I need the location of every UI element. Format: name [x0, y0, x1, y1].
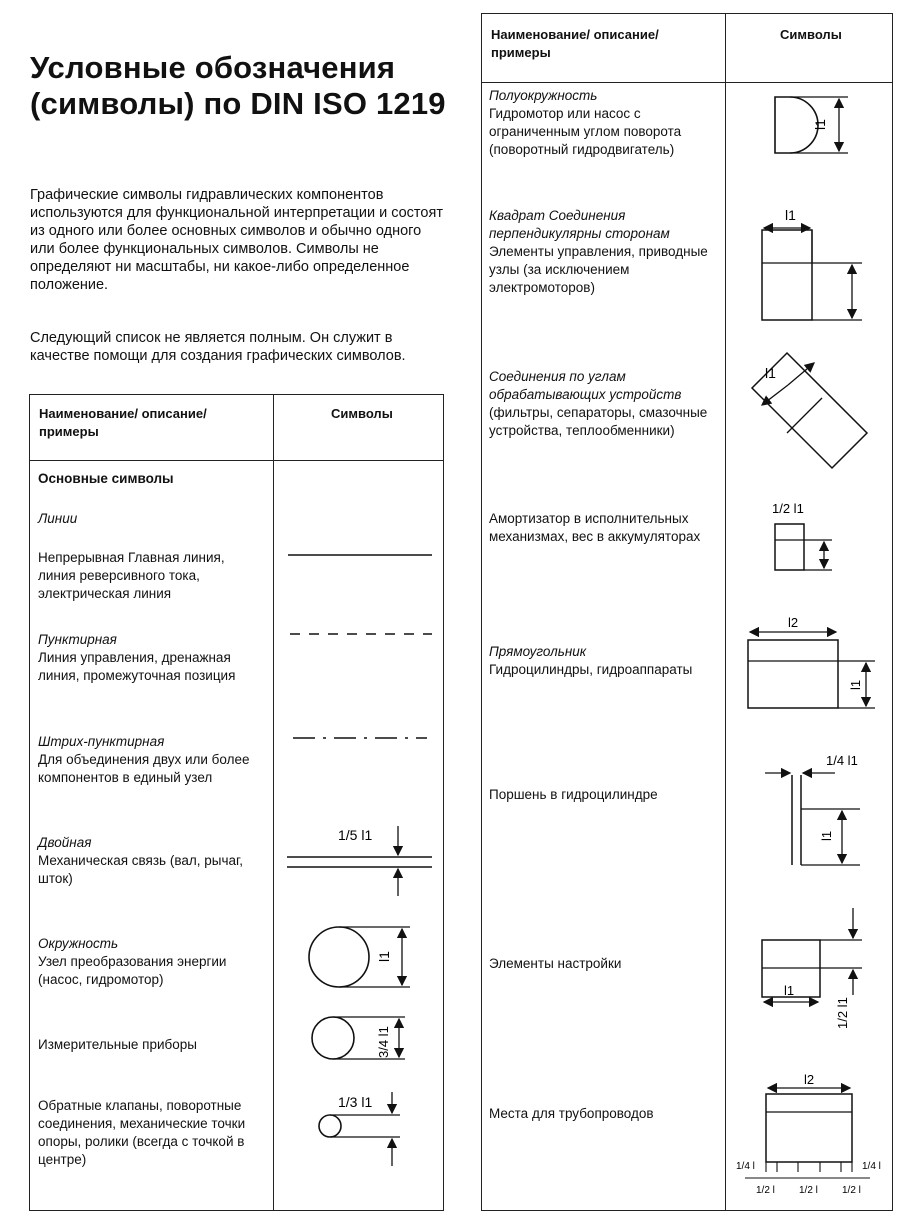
damper-icon — [772, 501, 832, 570]
row-desc: Гидромотор или насос с ограниченным углом поворота (поворотный гидродвигатель) — [489, 106, 682, 157]
row-name: Линии — [38, 511, 78, 526]
dim-label: 1/4 l — [736, 1161, 755, 1172]
square-icon — [762, 207, 862, 320]
row-name: Прямоугольник — [489, 644, 587, 659]
dim-label: l1 — [785, 207, 796, 223]
row-desc: Непрерывная Главная линия, линия реверсивного тока, электрическая линия — [38, 550, 225, 601]
row-desc: Гидроцилиндры, гидроаппараты — [489, 662, 693, 677]
row-name: Соединения по углам обрабатывающих устройств — [489, 369, 682, 402]
rectangle-icon — [748, 615, 875, 708]
row-desc: Поршень в гидроцилиндре — [489, 787, 658, 802]
row-desc: Амортизатор в исполнительных механизмах, вес в аккумуляторах — [489, 511, 701, 544]
row-desc: Механическая связь (вал, рычаг, шток) — [38, 853, 244, 886]
table-header-symbols: Символы — [780, 27, 842, 42]
adjustment-icon — [762, 908, 862, 1029]
dim-label: l1 — [784, 983, 795, 998]
row-desc: Места для трубопроводов — [489, 1106, 654, 1121]
diamond-icon — [752, 353, 867, 468]
row-desc: Линия управления, дренажная линия, промежуточная позиция — [38, 650, 236, 683]
dim-label: 1/2 l1 — [772, 501, 804, 516]
intro-paragraph-2: Следующий список не является полным. Он служит в качестве помощи для создания графических символов. — [30, 330, 406, 364]
intro-paragraph-1: Графические символы гидравлических компонентов используются для функциональной интерпретации и состоят из одного или более основных символов и обычно одного или более функциональных символов. Символы не определяют ни масштабы, ни какое-либо определенное положение. — [30, 187, 443, 293]
dim-label: l2 — [804, 1072, 815, 1087]
piston-icon — [765, 753, 860, 865]
row-desc: Элементы настройки — [489, 956, 622, 971]
row-desc: Для объединения двух или более компонентов в единый узел — [38, 752, 250, 785]
row-name: Пунктирная — [38, 632, 117, 647]
row-name: Полуокружность — [489, 88, 598, 103]
dim-label: l1 — [848, 679, 863, 690]
semicircle-icon — [775, 97, 848, 153]
row-desc: (фильтры, сепараторы, смазочные устройства, теплообменники) — [489, 405, 708, 438]
row-desc: Обратные клапаны, поворотные соединения, механические точки опоры, ролики (всегда с точкой в центре) — [38, 1098, 246, 1167]
row-desc: Элементы управления, приводные узлы (за исключением электромоторов) — [489, 244, 708, 295]
dim-label: 1/3 l1 — [338, 1094, 373, 1110]
row-name: Окружность — [38, 936, 119, 951]
dim-label: l2 — [788, 615, 799, 630]
page-title: Условные обозначения (символы) по DIN ISO 1219 — [30, 50, 446, 121]
row-desc: Измерительные приборы — [38, 1037, 197, 1052]
dim-label: 3/4 l1 — [376, 1026, 391, 1058]
section-basic-symbols: Основные символы — [38, 471, 174, 486]
row-name: Двойная — [38, 835, 92, 850]
dim-label: 1/5 l1 — [338, 827, 373, 843]
dim-label: 1/4 l1 — [826, 753, 858, 768]
row-name: Квадрат Соединения перпендикулярны сторонам — [489, 208, 670, 241]
dim-label: l1 — [765, 365, 776, 381]
dim-label: 1/2 l1 — [835, 997, 850, 1029]
dim-label: l1 — [819, 830, 834, 841]
table-header-description: Наименование/ описание/примеры — [39, 406, 207, 439]
dim-label: 1/4 l — [862, 1161, 881, 1172]
dim-label: l1 — [376, 951, 392, 962]
dim-label: 1/2 l — [799, 1185, 818, 1196]
row-name: Штрих-пунктирная — [38, 734, 165, 749]
dim-label: l1 — [812, 119, 828, 130]
dim-label: 1/2 l — [756, 1185, 775, 1196]
dim-label: 1/2 l — [842, 1185, 861, 1196]
pipe-connections-icon — [736, 1072, 881, 1196]
row-desc: Узел преобразования энергии (насос, гидромотор) — [38, 954, 227, 987]
table-header-symbols: Символы — [331, 406, 393, 421]
table-header-description: Наименование/ описание/примеры — [491, 27, 659, 60]
